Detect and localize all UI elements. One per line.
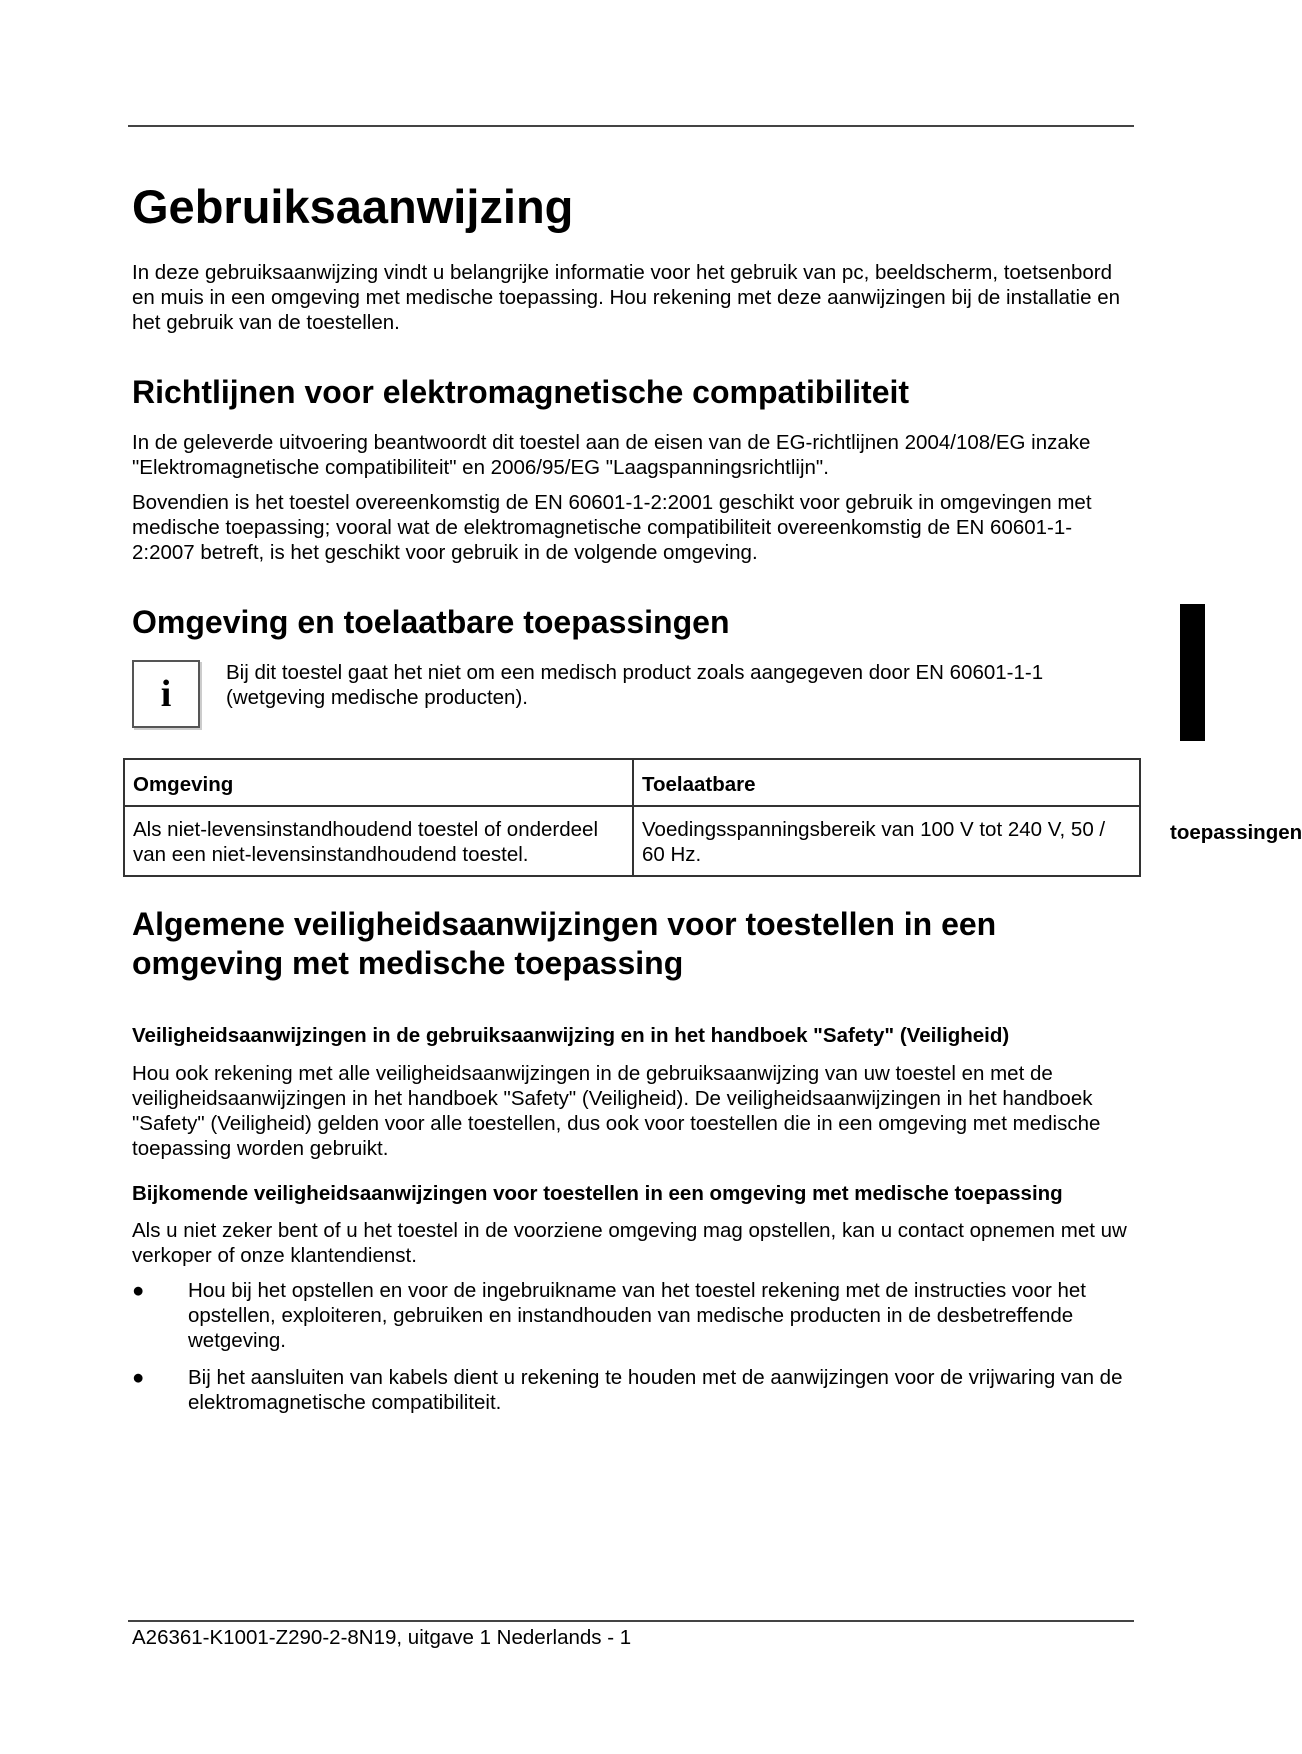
safety-bullet-list <box>132 1278 1132 1415</box>
list-item-text: Hou bij het opstellen en voor de ingebruikname van het toestel rekening met de instructies voor het opstellen, exploiteren, gebruiken en instandhouden van medische producten in de desbetreffende wetgeving. <box>188 1279 1086 1353</box>
table-header-omgeving: Omgeving <box>124 759 633 806</box>
emc-heading: Richtlijnen voor elektromagnetische compatibiliteit <box>132 374 910 411</box>
info-icon: i <box>132 660 200 728</box>
safety-sub2-heading: Bijkomende veiligheidsaanwijzingen voor toestellen in een omgeving met medische toepassing <box>132 1181 1063 1205</box>
footer-rule <box>128 1620 1134 1622</box>
page-footer: A26361-K1001-Z290-2-8N19, uitgave 1 Nederlands - 1 <box>132 1626 632 1649</box>
safety-sub1-text: Hou ook rekening met alle veiligheidsaanwijzingen in de gebruiksaanwijzing van uw toestel en met de veiligheidsaanwijzingen in het handboek "Safety" (Veiligheid). De veiligheidsaanwijzingen in het handboek "Safety" (Veiligheid) gelden voor alle toestellen, dus ook voor toestellen die in een omgeving met medische toepassing worden gebruikt. <box>132 1061 1101 1160</box>
list-item-text: Bij het aansluiten van kabels dient u rekening te houden met de aanwijzingen voor de vrijwaring van de elektromagnetische compatibiliteit. <box>188 1366 1123 1415</box>
safety-sub2-text: Als u niet zeker bent of u het toestel in de voorziene omgeving mag opstellen, kan u contact opnemen met uw verkoper of onze klantendienst. <box>132 1219 1127 1268</box>
emc-paragraph-2: Bovendien is het toestel overeenkomstig de EN 60601-1-2:2001 geschikt voor gebruik in omgevingen met medische toepassing; vooral wat de elektromagnetische compatibiliteit overeenkomstig de EN 60601-1-2:2007 betreft, is het geschikt voor gebruik in de volgende omgeving. <box>132 491 1092 565</box>
table-header-toelaatbare: Toelaatbare <box>633 759 1140 806</box>
environment-table <box>123 758 1141 877</box>
info-note <box>132 660 1132 728</box>
header-rule <box>128 125 1134 127</box>
chapter-tab-marker <box>1180 604 1205 741</box>
emc-paragraph-1: In de geleverde uitvoering beantwoordt dit toestel aan de eisen van de EG-richtlijnen 2004/108/EG inzake "Elektromagnetische compatibiliteit" en 2006/95/EG "Laagspanningsrichtlijn". <box>132 431 1091 480</box>
bullet-icon: ● <box>132 1366 145 1390</box>
info-note-text: Bij dit toestel gaat het niet om een medisch product zoals aangegeven door EN 60601-1-1 (wetgeving medische producten). <box>226 661 1044 710</box>
page-title: Gebruiksaanwijzing <box>132 180 574 233</box>
table-header-row <box>124 759 1140 806</box>
table-cell-toepassing: Voedingsspanningsbereik van 100 V tot 240 V, 50 / 60 Hz. <box>633 806 1140 876</box>
table-cell-omgeving: Als niet-levensinstandhoudend toestel of onderdeel van een niet-levensinstandhoudend toestel. <box>124 806 633 876</box>
table-row <box>124 806 1140 876</box>
safety-heading: Algemene veiligheidsaanwijzingen voor toestellen in een omgeving met medische toepassing <box>132 906 997 982</box>
table-overflow-header: toepassingen <box>1170 821 1302 844</box>
list-item <box>132 1365 1132 1415</box>
intro-paragraph: In deze gebruiksaanwijzing vindt u belangrijke informatie voor het gebruik van pc, beeldscherm, toetsenbord en muis in een omgeving met medische toepassing. Hou rekening met deze aanwijzingen bij de installatie en het gebruik van de toestellen. <box>132 261 1120 335</box>
bullet-icon: ● <box>132 1279 145 1303</box>
environment-heading: Omgeving en toelaatbare toepassingen <box>132 604 730 641</box>
safety-sub1-heading: Veiligheidsaanwijzingen in de gebruiksaanwijzing en in het handboek "Safety" (Veiligheid) <box>132 1024 1010 1048</box>
page-content <box>132 180 1132 1427</box>
list-item <box>132 1278 1132 1353</box>
